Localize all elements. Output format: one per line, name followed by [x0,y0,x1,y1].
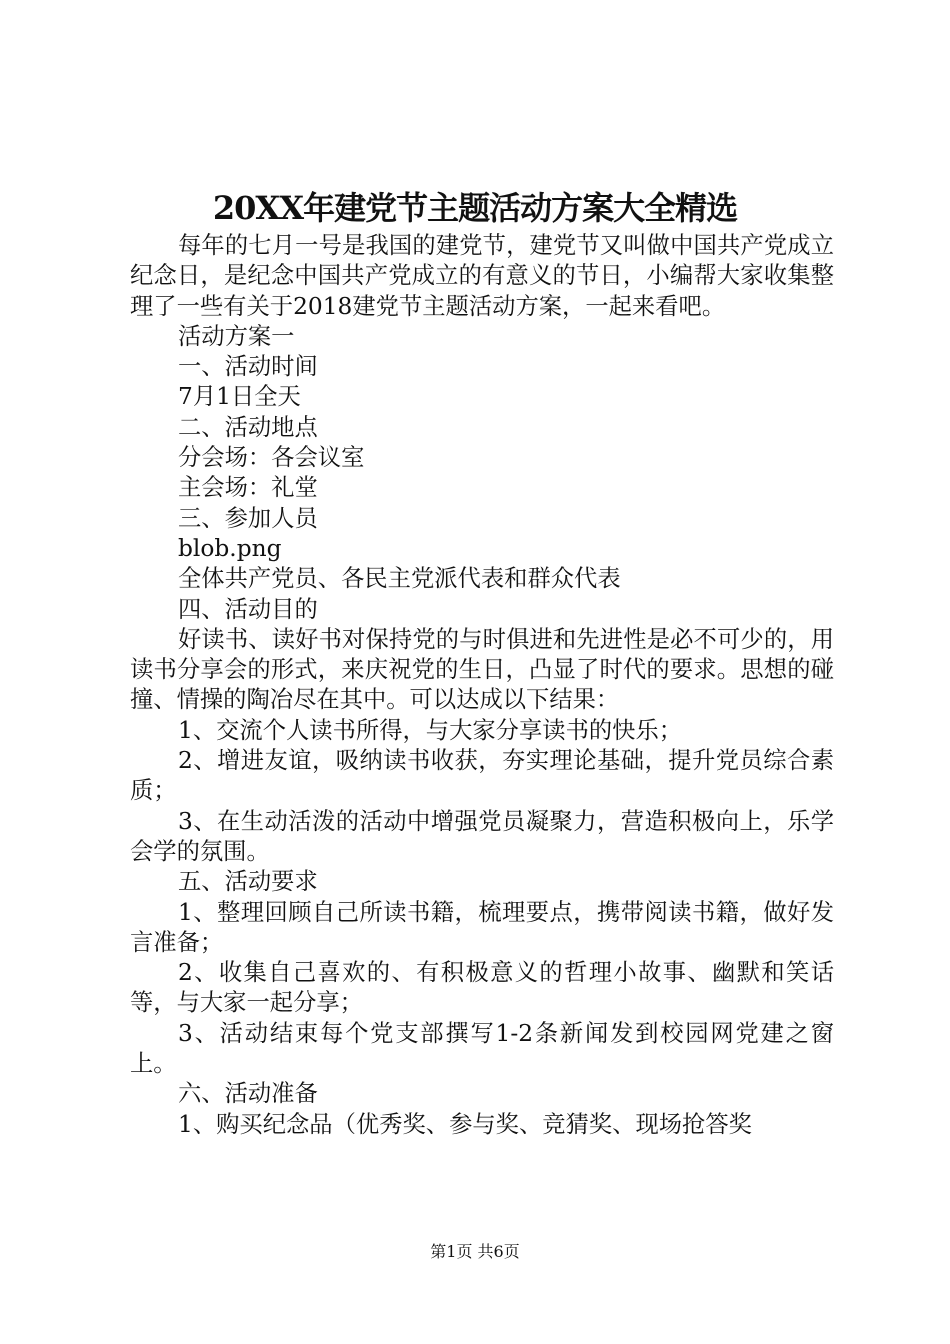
image-placeholder-text: blob.png [178,534,282,562]
section-heading-location: 二、活动地点 [178,413,318,441]
section-heading-participants: 三、参加人员 [178,504,318,532]
paragraph-participants: 全体共产党员、各民主党派代表和群众代表 [178,565,621,593]
section-heading-preparation: 六、活动准备 [178,1080,318,1108]
paragraph-sub-venue: 分会场：各会议室 [178,444,365,472]
paragraph-time: 7月1日全天 [178,383,301,411]
list-item-purpose-1: 1、交流个人读书所得，与大家分享读书的快乐； [178,716,683,744]
document-title: 20XX年建党节主题活动方案大全精选 [212,189,738,227]
list-item-requirement-1: 1、整理回顾自己所读书籍，梳理要点，携带阅读书籍，做好发言准备； [130,898,834,956]
list-item-preparation-1: 1、购买纪念品（优秀奖、参与奖、竞猜奖、现场抢答奖 [178,1110,752,1138]
paragraph-intro: 每年的七月一号是我国的建党节，建党节又叫做中国共产党成立纪念日，是纪念中国共产党成立的有意义的节日，小编帮大家收集整理了一些有关于2018建党节主题活动方案，一起来看吧。 [130,232,834,320]
section-heading-time: 一、活动时间 [178,353,318,381]
document-body [130,231,834,1140]
page-footer: 第1页 共6页 [430,1242,520,1261]
list-item-purpose-2: 2、增进友谊，吸纳读书收获，夯实理论基础，提升党员综合素质； [130,747,834,805]
list-item-requirement-2: 2、收集自己喜欢的、有积极意义的哲理小故事、幽默和笑话等，与大家一起分享； [130,959,834,1017]
section-heading-purpose: 四、活动目的 [178,595,318,623]
list-item-requirement-3: 3、活动结束每个党支部撰写1-2条新闻发到校园网党建之窗上。 [130,1019,834,1078]
paragraph-main-venue: 主会场：礼堂 [178,474,318,502]
list-item-purpose-3: 3、在生动活泼的活动中增强党员凝聚力，营造积极向上，乐学会学的氛围。 [130,807,834,865]
paragraph-plan-heading: 活动方案一 [178,322,295,350]
paragraph-purpose: 好读书、读好书对保持党的与时俱进和先进性是必不可少的，用读书分享会的形式，来庆祝党的生日，凸显了时代的要求。思想的碰撞、情操的陶冶尽在其中。可以达成以下结果： [130,625,834,714]
section-heading-requirements: 五、活动要求 [178,868,318,896]
